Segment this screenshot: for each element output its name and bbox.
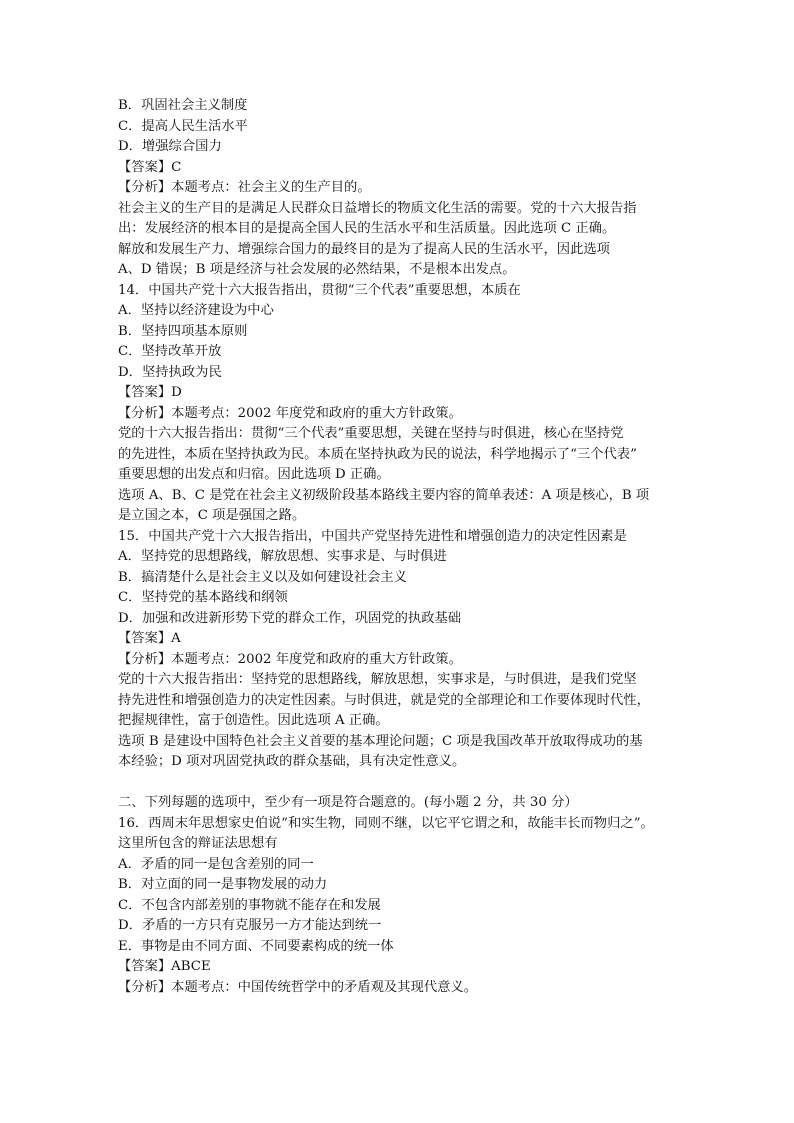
option-line: B．巩固社会主义制度 (118, 98, 248, 113)
option-line: B．搞清楚什么是社会主义以及如何建设社会主义 (118, 569, 408, 585)
analysis-text: 把握规律性，富于创造性。因此选项 A 正确。 (118, 713, 389, 728)
analysis-text: 社会主义的生产目的是满足人民群众日益增长的物质文化生活的需要。党的十六大报告指 (118, 200, 637, 216)
analysis-text: 本经验；D 项对巩固党执政的群众基础，具有决定性意义。 (118, 754, 466, 769)
option-line: C．提高人民生活水平 (118, 118, 248, 134)
analysis-text: 的先进性，本质在坚持执政为民。本质在坚持执政为民的说法，科学地揭示了“三个代表” (118, 446, 637, 462)
analysis-text: 党的十六大报告指出：贯彻“三个代表”重要思想，关键在坚持与时俱进，核心在坚持党 (118, 426, 624, 441)
option-line: D．加强和改进新形势下党的群众工作，巩固党的执政基础 (118, 610, 462, 626)
question-16-continued: 这里所包含的辩证法思想有 (118, 836, 278, 851)
analysis-text: A、D 错误；B 项是经济与社会发展的必然结果，不是根本出发点。 (118, 262, 516, 277)
analysis-text: 选项 A、B、C 是党在社会主义初级阶段基本路线主要内容的简单表述：A 项是核心，B 项 (118, 487, 650, 503)
option-line: C．不包含内部差别的事物就不能存在和发展 (118, 897, 381, 913)
option-line: C．坚持党的基本路线和纲领 (118, 590, 288, 605)
answer-line: 【答案】A (118, 631, 181, 646)
analysis-heading: 【分析】本题考点：社会主义的生产目的。 (118, 180, 371, 195)
analysis-heading: 【分析】本题考点：2002 年度党和政府的重大方针政策。 (118, 405, 462, 421)
document-page (118, 96, 688, 998)
analysis-text: 重要思想的出发点和归宿。因此选项 D 正确。 (118, 467, 390, 482)
analysis-heading: 【分析】本题考点：2002 年度党和政府的重大方针政策。 (118, 651, 462, 667)
option-line: A．坚持以经济建设为中心 (118, 303, 274, 318)
option-line: D．增强综合国力 (118, 139, 222, 154)
analysis-text: 党的十六大报告指出：坚持党的思想路线，解放思想，实事求是，与时俱进，是我们党坚 (118, 672, 637, 687)
option-line: A．矛盾的同一是包含差别的同一 (118, 856, 314, 872)
analysis-text: 解放和发展生产力、增强综合国力的最终目的是为了提高人民的生活水平，因此选项 (118, 241, 610, 257)
option-line: B．对立面的同一是事物发展的动力 (118, 877, 328, 892)
option-line: C．坚持改革开放 (118, 344, 222, 359)
section-heading: 二、下列每题的选项中，至少有一项是符合题意的。(每小题 2 分，共 30 分） (118, 795, 578, 810)
option-line: B．坚持四项基本原则 (118, 323, 248, 339)
answer-line: 【答案】C (118, 159, 182, 175)
option-line: A．坚持党的思想路线，解放思想、实事求是、与时俱进 (118, 549, 447, 564)
blank-line (118, 773, 688, 794)
question-15: 15．中国共产党十六大报告指出，中国共产党坚持先进性和增强创造力的决定性因素是 (118, 528, 627, 544)
analysis-heading: 【分析】本题考点：中国传统哲学中的矛盾观及其现代意义。 (118, 979, 478, 995)
analysis-text: 出：发展经济的根本目的是提高全国人民的生活水平和生活质量。因此选项 C 正确。 (118, 221, 616, 236)
question-14: 14．中国共产党十六大报告指出，贯彻“三个代表”重要思想，本质在 (118, 282, 521, 298)
analysis-text: 持先进性和增强创造力的决定性因素。与时俱进，就是党的全部理论和工作要体现时代性， (118, 692, 650, 708)
answer-line: 【答案】D (118, 385, 182, 400)
question-16: 16．西周末年思想家史伯说“和实生物，同则不继，以它平它谓之和，故能丰长而物归之”。 (118, 815, 654, 831)
option-line: D．坚持执政为民 (118, 364, 222, 380)
analysis-text: 选项 B 是建设中国特色社会主义首要的基本理论问题；C 项是我国改革开放取得成功的基 (118, 733, 643, 749)
answer-line: 【答案】ABCE (118, 959, 211, 974)
option-line: E．事物是由不同方面、不同要素构成的统一体 (118, 938, 394, 954)
analysis-text: 是立国之本，C 项是强国之路。 (118, 508, 306, 523)
option-line: D．矛盾的一方只有克服另一方才能达到统一 (118, 918, 382, 933)
